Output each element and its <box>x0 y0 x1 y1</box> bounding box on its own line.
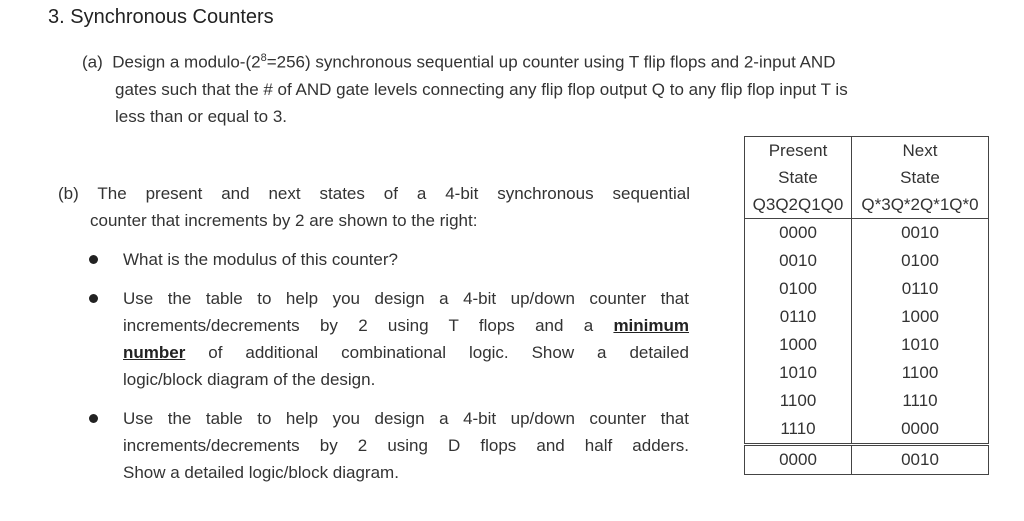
next-cell: 0100 <box>852 247 989 275</box>
bullet-2-text <box>123 285 689 393</box>
next-cell: 0010 <box>852 445 989 475</box>
next-cell: 1110 <box>852 387 989 415</box>
part-a-label: (a) <box>82 52 103 72</box>
bullet-3-line-1: Use the table to help you design a 4-bit up/down counter that <box>123 409 689 428</box>
next-cell: 1010 <box>852 331 989 359</box>
next-cell: 0010 <box>852 219 989 248</box>
bullet-2-line-3 <box>123 339 689 366</box>
table-row <box>745 275 989 303</box>
part-a-text-2: =256) synchronous sequential up counter using T flip flops and 2-input AND <box>266 52 836 72</box>
present-cell: 1000 <box>745 331 852 359</box>
header-present: Present <box>745 137 852 165</box>
table-row <box>745 303 989 331</box>
table-row <box>745 359 989 387</box>
bullet-3-line-3: Show a detailed logic/block diagram. <box>123 463 399 482</box>
part-b-label: (b) <box>58 184 79 203</box>
part-a-text-1: Design a modulo-(2 <box>112 52 261 72</box>
part-b-text <box>58 180 690 234</box>
problem-heading: 3. Synchronous Counters <box>48 6 274 28</box>
present-cell: 0010 <box>745 247 852 275</box>
bullet-dot <box>89 255 98 264</box>
bullet-dot <box>89 414 98 423</box>
bullet-dot <box>89 294 98 303</box>
part-a-line-3: less than or equal to 3. <box>115 106 288 126</box>
part-b-line-1: The present and next states of a 4-bit synchronous sequential <box>97 184 691 203</box>
header-next-state: State <box>852 164 989 191</box>
header-next-vars: Q*3Q*2Q*1Q*0 <box>852 191 989 219</box>
bullet-2-line-2 <box>123 312 689 339</box>
part-a-exponent: 8 <box>260 52 267 64</box>
part-a-line-2: gates such that the # of AND gate levels connecting any flip flop output Q to any flip flop input T is <box>115 79 848 99</box>
table-row <box>745 387 989 415</box>
minimum-underlined: minimum <box>613 316 689 335</box>
present-cell: 0000 <box>745 219 852 248</box>
next-cell: 0000 <box>852 415 989 445</box>
next-cell: 0110 <box>852 275 989 303</box>
part-b-line-2: counter that increments by 2 are shown to the right: <box>90 211 478 230</box>
present-cell: 1100 <box>745 387 852 415</box>
bullet-2-line-1: Use the table to help you design a 4-bit up/down counter that <box>123 289 689 308</box>
bullet-2-line-4: logic/block diagram of the design. <box>123 370 376 389</box>
bullet-3-line-2: increments/decrements by 2 using D flops and half adders. <box>123 436 689 455</box>
present-cell: 1110 <box>745 415 852 445</box>
table-row <box>745 219 989 248</box>
next-cell: 1000 <box>852 303 989 331</box>
bullet-3-text <box>123 405 689 486</box>
bullet-1-text: What is the modulus of this counter? <box>123 250 398 269</box>
number-underlined: number <box>123 343 186 362</box>
state-table <box>744 136 989 475</box>
next-cell: 1100 <box>852 359 989 387</box>
present-cell: 1010 <box>745 359 852 387</box>
table-row <box>745 445 989 475</box>
header-present-state: State <box>745 164 852 191</box>
table-row <box>745 331 989 359</box>
bullet-2-line-2a: increments/decrements by 2 using T flops and a <box>123 316 614 335</box>
present-cell: 0100 <box>745 275 852 303</box>
table-row <box>745 247 989 275</box>
present-cell: 0000 <box>745 445 852 475</box>
header-present-vars: Q3Q2Q1Q0 <box>745 191 852 219</box>
header-next: Next <box>852 137 989 165</box>
table-row <box>745 415 989 445</box>
bullet-2-line-3b: of additional combinational logic. Show a detailed <box>185 343 689 362</box>
part-a-text <box>82 45 982 130</box>
present-cell: 0110 <box>745 303 852 331</box>
